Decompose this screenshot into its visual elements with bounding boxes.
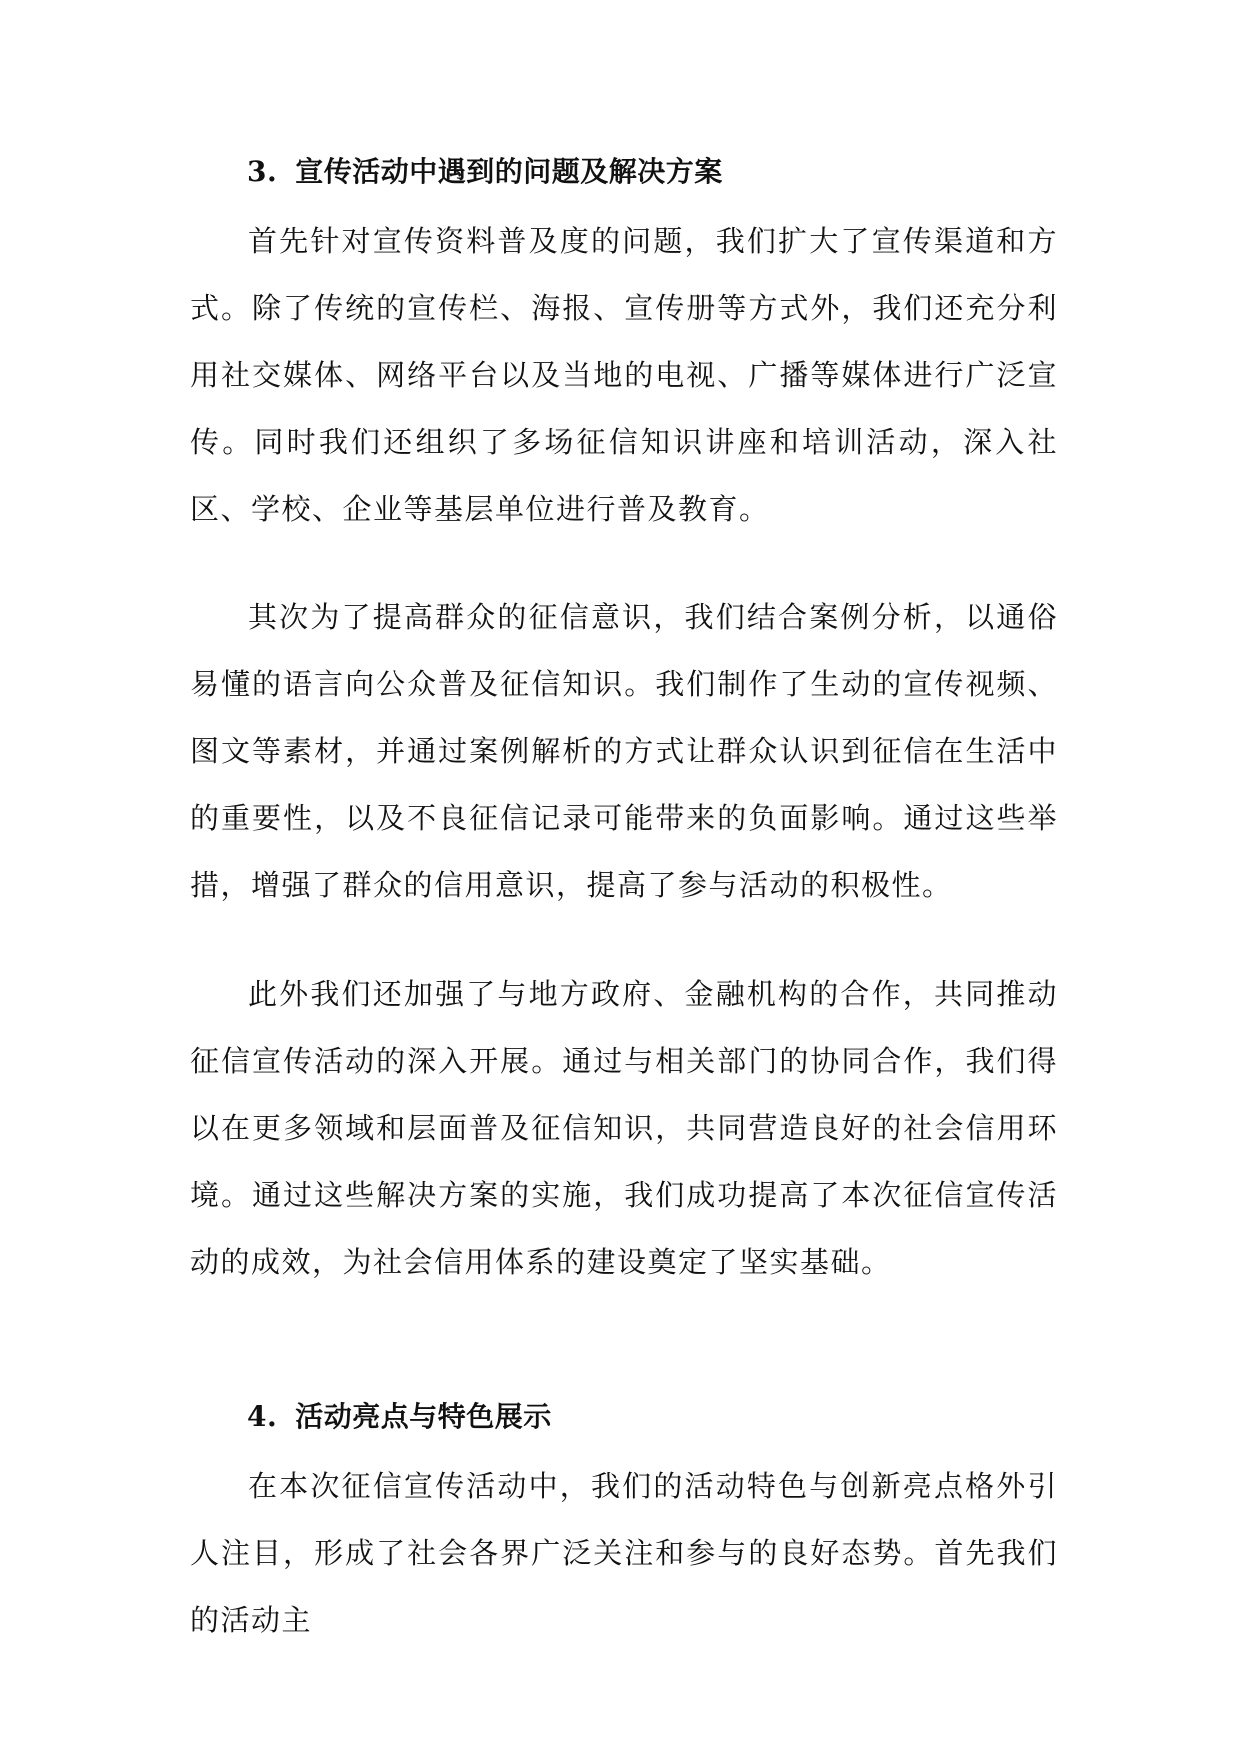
section-3-paragraph-3: 此外我们还加强了与地方政府、金融机构的合作，共同推动征信宣传活动的深入开展。通过与相关部门的协同合作，我们得以在更多领域和层面普及征信知识，共同营造良好的社会信用环境。通过这些解决方案的实施，我们成功提高了本次征信宣传活动的成效，为社会信用体系的建设奠定了坚实基础。 [190, 977, 1058, 1279]
section-3-title: 宣传活动中遇到的问题及解决方案 [295, 155, 723, 188]
section-3-paragraph-2: 其次为了提高群众的征信意识，我们结合案例分析，以通俗易懂的语言向公众普及征信知识。我们制作了生动的宣传视频、图文等素材，并通过案例解析的方式让群众认识到征信在生活中的重要性，以及不良征信记录可能带来的负面影响。通过这些举措，增强了群众的信用意识，提高了参与活动的积极性。 [190, 600, 1058, 902]
section-4-number: 4. [247, 1400, 278, 1433]
section-3-paragraph-1: 首先针对宣传资料普及度的问题，我们扩大了宣传渠道和方式。除了传统的宣传栏、海报、宣传册等方式外，我们还充分利用社交媒体、网络平台以及当地的电视、广播等媒体进行广泛宣传。同时我们还组织了多场征信知识讲座和培训活动，深入社区、学校、企业等基层单位进行普及教育。 [190, 224, 1058, 526]
section-3-heading [247, 152, 723, 192]
section-4-paragraph-1: 在本次征信宣传活动中，我们的活动特色与创新亮点格外引人注目，形成了社会各界广泛关注和参与的良好态势。首先我们的活动主 [190, 1469, 1058, 1637]
section-4-heading [247, 1397, 552, 1437]
section-4-title: 活动亮点与特色展示 [295, 1400, 552, 1433]
section-3-number: 3. [247, 155, 278, 188]
